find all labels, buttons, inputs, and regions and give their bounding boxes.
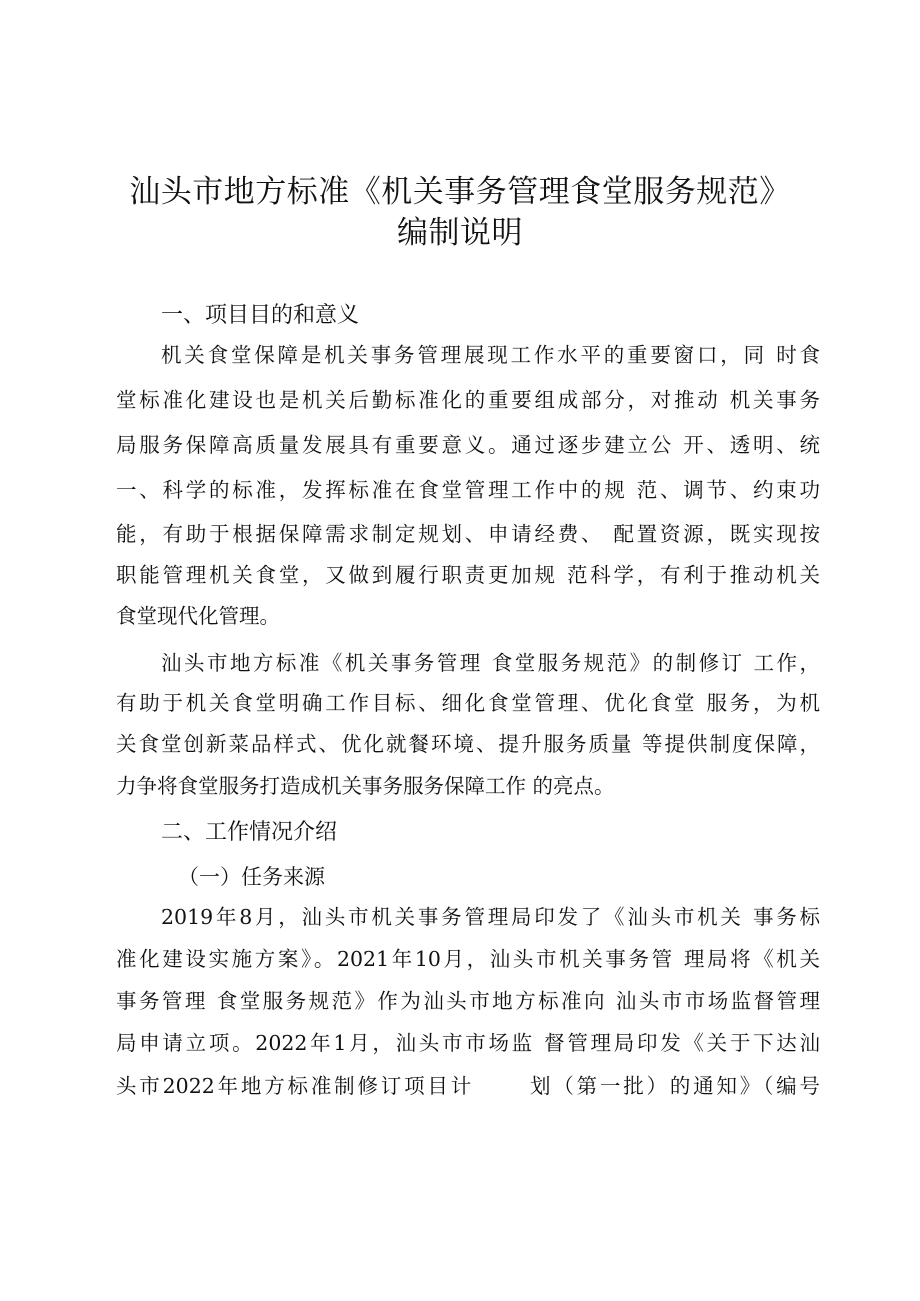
paragraph-line: 汕头市地方标准《机关事务管理 食堂服务规范》的制修订 工作， [161, 651, 820, 675]
document-title-line-1: 汕头市地方标准《机关事务管理食堂服务规范》 [129, 174, 791, 210]
section-1-heading: 一、项目目的和意义 [161, 303, 360, 328]
paragraph-line: 准化建设实施方案》。2021年10月，汕头市机关事务管 理局将《机关 [116, 947, 820, 971]
paragraph-line: 局服务保障高质量发展具有重要意义。通过逐步建立公 开、透明、统 [116, 433, 820, 457]
paragraph-line: 能，有助于根据保障需求制定规划、申请经费、 配置资源，既实现按 [116, 522, 820, 546]
paragraph-line: 有助于机关食堂明确工作目标、细化食堂管理、优化食堂 服务，为机 [116, 691, 820, 715]
paragraph-line: 职能管理机关食堂，又做到履行职责更加规 范科学，有利于推动机关 [116, 563, 820, 587]
paragraph-line: 事务管理 食堂服务规范》作为汕头市地方标准向 汕头市市场监督管理 [116, 989, 820, 1013]
paragraph-line: 2019年8月，汕头市机关事务管理局印发了《汕头市机关 事务标 [161, 905, 820, 929]
paragraph-line: 一、科学的标准，发挥标准在食堂管理工作中的规 范、调节、约束功 [116, 478, 820, 502]
section-2-heading: 二、工作情况介绍 [161, 820, 338, 845]
paragraph-line: 关食堂创新菜品样式、优化就餐环境、提升服务质量 等提供制度保障， [116, 732, 820, 756]
paragraph-line: 食堂现代化管理。 [116, 604, 280, 628]
paragraph-line: 局申请立项。2022年1月，汕头市市场监 督管理局印发《关于下达汕 [116, 1031, 820, 1055]
section-2-subheading: （一）任务来源 [178, 865, 325, 889]
paragraph-line: 头市2022年地方标准制修订项目计 划（第一批）的通知》（编号 [116, 1074, 820, 1098]
document-title-line-2: 编制说明 [397, 215, 523, 251]
paragraph-line: 力争将食堂服务打造成机关事务服务保障工作 的亮点。 [116, 774, 615, 798]
paragraph-line: 堂标准化建设也是机关后勤标准化的重要组成部分，对推动 机关事务 [116, 388, 820, 412]
paragraph-line: 机关食堂保障是机关事务管理展现工作水平的重要窗口，同 时食 [161, 343, 820, 367]
